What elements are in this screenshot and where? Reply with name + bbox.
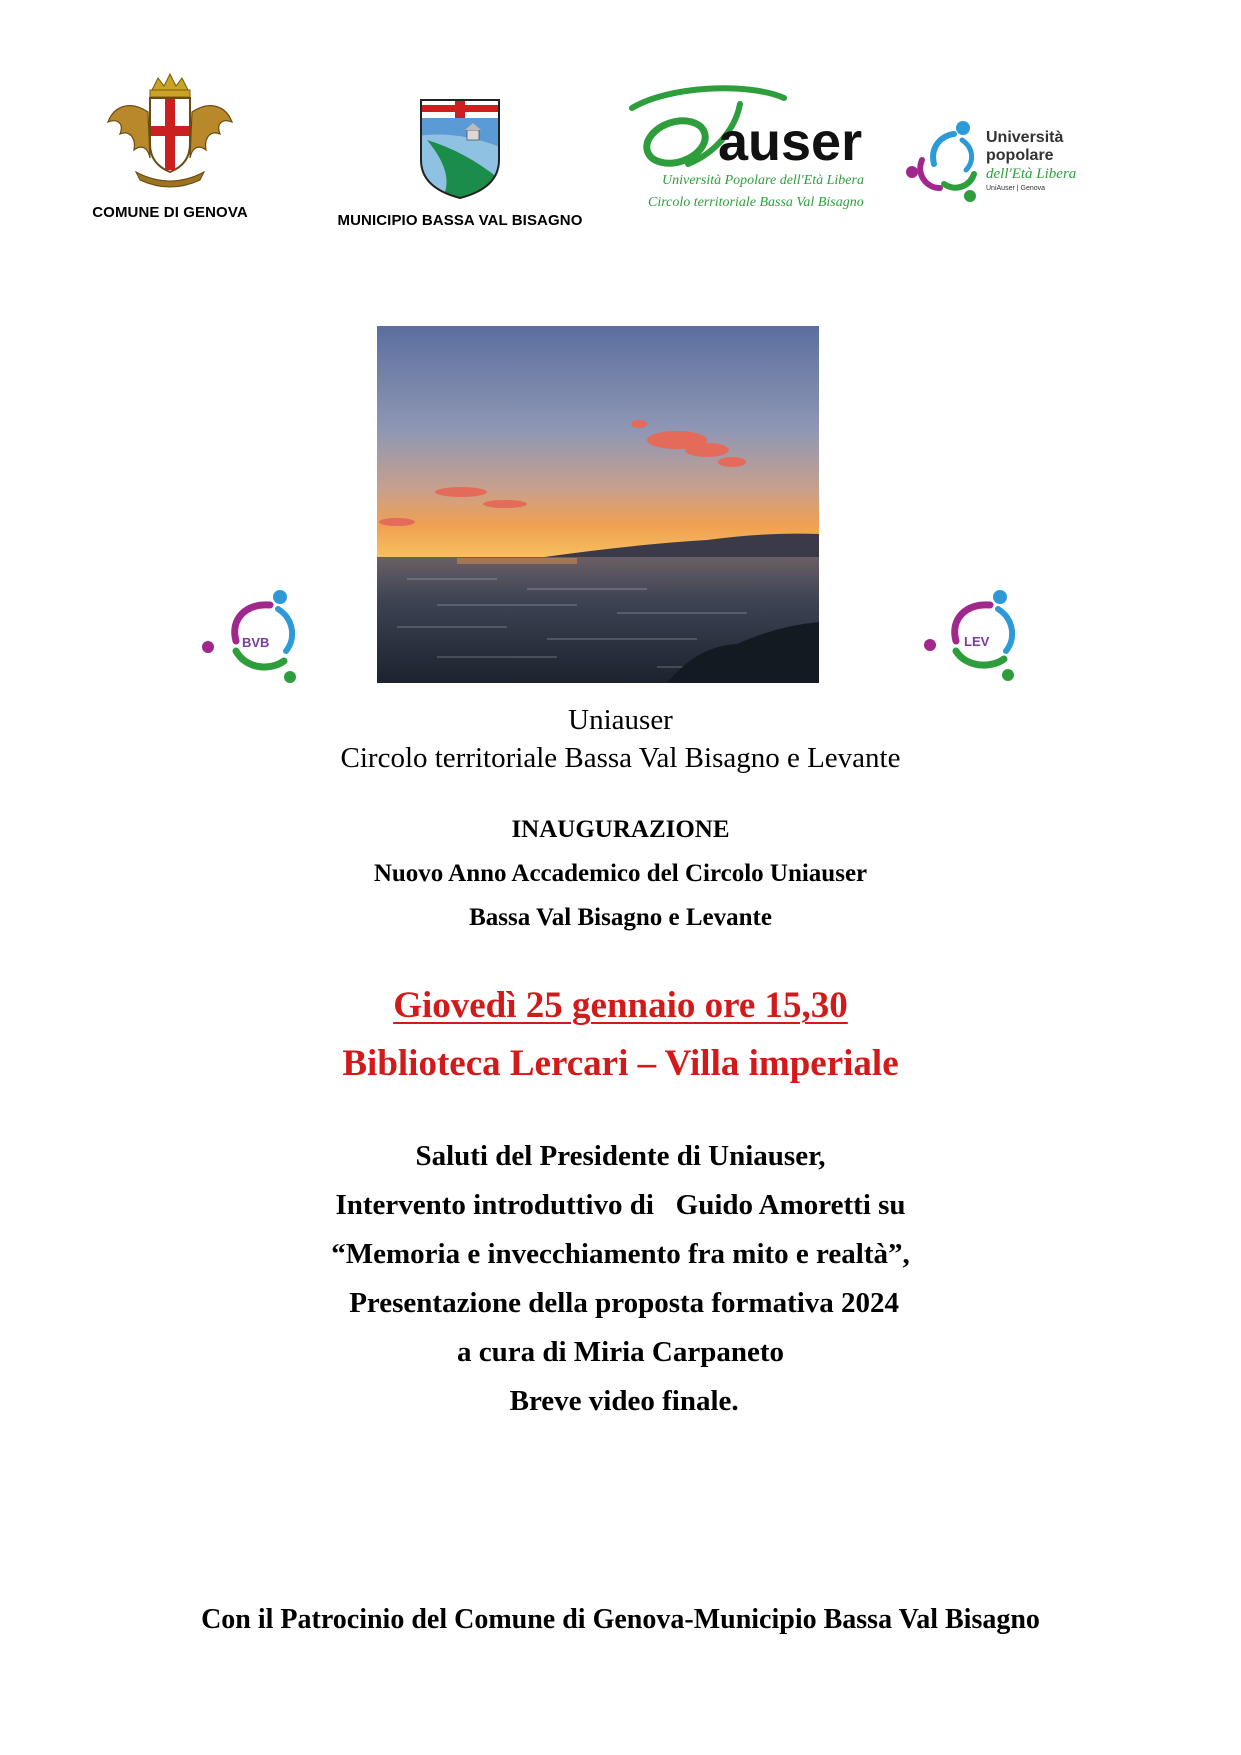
programme-line-3: “Memoria e invecchiamento fra mito e realtà”, xyxy=(331,1238,910,1270)
event-venue: Biblioteca Lercari – Villa imperiale xyxy=(342,1043,899,1084)
municipio-logo-block xyxy=(330,96,590,229)
bvb-logo-label: BVB xyxy=(242,635,270,650)
event-date-time-text: Giovedì 25 gennaio ore 15,30 xyxy=(393,985,848,1026)
municipio-shield-icon xyxy=(417,96,503,200)
municipio-caption: MUNICIPIO BASSA VAL BISAGNO xyxy=(337,212,583,229)
uni-pop-line-3: dell'Età Libera xyxy=(986,166,1077,182)
auser-logo-graphic xyxy=(628,82,898,222)
lev-logo xyxy=(918,585,1022,685)
patronage-footer: Con il Patrocinio del Comune di Genova-Municipio Bassa Val Bisagno xyxy=(201,1604,1040,1635)
uni-pop-line-4: UniAuser | Genova xyxy=(986,185,1046,192)
bvb-logo xyxy=(196,585,304,689)
uni-pop-line-1: Università xyxy=(986,129,1064,146)
universita-popolare-graphic xyxy=(900,118,1105,214)
sunset-sea-photo xyxy=(377,326,819,683)
event-subtitle-2: Bassa Val Bisagno e Levante xyxy=(469,904,772,931)
event-date-time xyxy=(0,984,1241,1027)
lev-logo-label: LEV xyxy=(964,634,990,649)
comune-genova-logo-block xyxy=(70,72,270,221)
auser-logo xyxy=(628,82,898,227)
auser-wordmark: auser xyxy=(718,112,863,172)
organizer-name: Uniauser xyxy=(568,704,673,736)
programme-line-6: Breve video finale. xyxy=(502,1385,739,1417)
comune-genova-caption: COMUNE DI GENOVA xyxy=(92,204,248,221)
programme-line-1: Saluti del Presidente di Uniauser, xyxy=(415,1140,826,1172)
programme-line-4: Presentazione della proposta formativa 2024 xyxy=(341,1287,900,1319)
auser-subtitle-2: Circolo territoriale Bassa Val Bisagno xyxy=(648,195,864,210)
event-subtitle-1: Nuovo Anno Accademico del Circolo Uniauser xyxy=(373,860,868,887)
auser-subtitle-1: Università Popolare dell'Età Libera xyxy=(662,173,864,188)
genova-coat-of-arms-icon xyxy=(100,72,240,190)
universita-popolare-logo xyxy=(900,118,1105,219)
programme-line-5: a cura di Miria Carpaneto xyxy=(456,1336,784,1368)
programme-line-2: Intervento introduttivo di Guido Amoretti su xyxy=(335,1189,906,1221)
event-heading: INAUGURAZIONE xyxy=(511,816,730,843)
organizer-circle: Circolo territoriale Bassa Val Bisagno e Levante xyxy=(340,742,901,774)
uni-pop-line-2: popolare xyxy=(986,147,1054,164)
